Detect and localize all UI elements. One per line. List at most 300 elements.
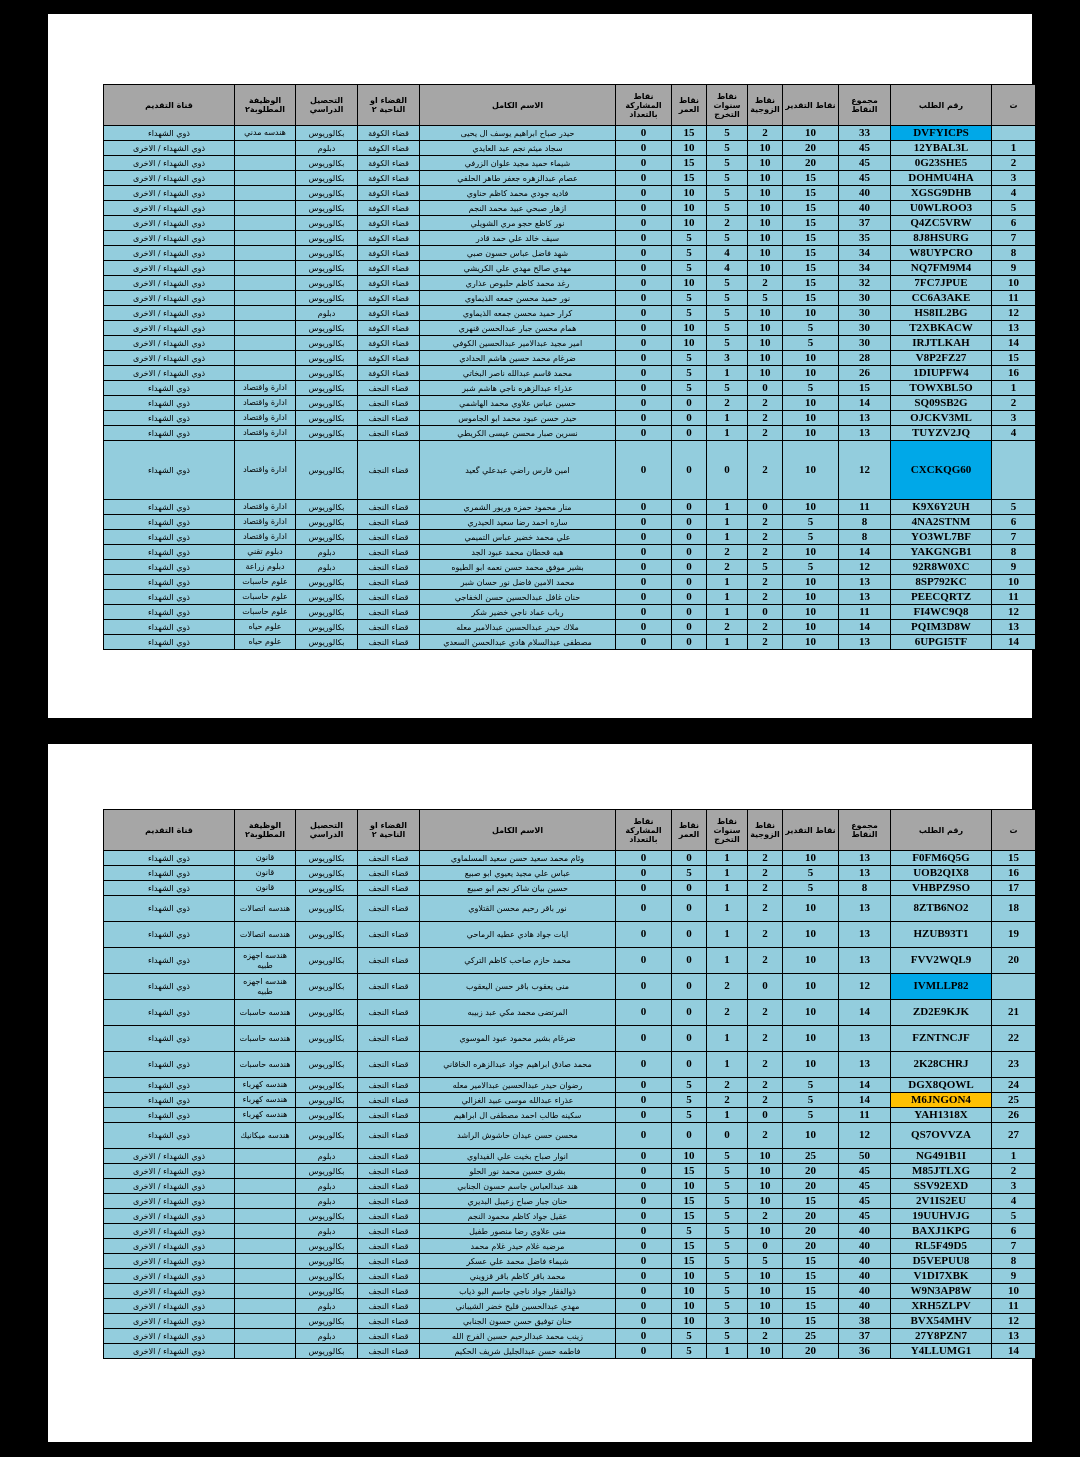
- application-number-cell: HZUB93T1: [891, 922, 992, 948]
- row-number-cell: 12: [992, 605, 1036, 620]
- table-row: [104, 141, 1036, 156]
- application-number-cell: SQ09SB2G: [891, 396, 992, 411]
- census-points-cell: 0: [616, 366, 672, 381]
- marital-points-cell: 10: [748, 306, 783, 321]
- education-cell: بكالوريوس: [296, 1284, 358, 1299]
- district-cell: قضاء النجف: [358, 426, 420, 441]
- grade-points-cell: 15: [783, 1299, 839, 1314]
- total-points-cell: 35: [839, 231, 891, 246]
- district-cell: قضاء الكوفة: [358, 231, 420, 246]
- total-points-cell: 30: [839, 321, 891, 336]
- grade-points-cell: 15: [783, 201, 839, 216]
- graduation-years-points-cell: 1: [707, 1344, 748, 1359]
- application-channel-cell: ذوي الشهداء: [104, 1123, 235, 1149]
- total-points-cell: 40: [839, 186, 891, 201]
- education-cell: بكالوريوس: [296, 1108, 358, 1123]
- district-cell: قضاء الكوفة: [358, 201, 420, 216]
- total-points-cell: 40: [839, 1284, 891, 1299]
- age-points-cell: 0: [672, 896, 707, 922]
- age-points-cell: 5: [672, 1108, 707, 1123]
- marital-points-cell: 2: [748, 1209, 783, 1224]
- application-channel-cell: ذوي الشهداء: [104, 1052, 235, 1078]
- job-cell: [235, 1239, 296, 1254]
- district-cell: قضاء النجف: [358, 381, 420, 396]
- header-total-points: مجموع النقاط: [839, 85, 891, 126]
- job-cell: [235, 231, 296, 246]
- graduation-years-points-cell: 3: [707, 1314, 748, 1329]
- graduation-years-points-cell: 5: [707, 1299, 748, 1314]
- header-total-points: مجموع النقاط: [839, 810, 891, 851]
- total-points-cell: 8: [839, 530, 891, 545]
- district-cell: قضاء النجف: [358, 881, 420, 896]
- application-channel-cell: ذوي الشهداء / الاخرى: [104, 1209, 235, 1224]
- full-name-cell: عذراء عبدالله موسى عبيد الغزالي: [420, 1093, 616, 1108]
- job-cell: قانون: [235, 881, 296, 896]
- marital-points-cell: 10: [748, 1269, 783, 1284]
- job-cell: [235, 261, 296, 276]
- grade-points-cell: 15: [783, 261, 839, 276]
- full-name-cell: نور باقر رحيم محسن القتلاوي: [420, 896, 616, 922]
- job-cell: ادارة واقتصاد: [235, 530, 296, 545]
- row-number-cell: 8: [992, 545, 1036, 560]
- header-row: [104, 810, 1036, 851]
- application-channel-cell: ذوي الشهداء / الاخرى: [104, 1284, 235, 1299]
- education-cell: بكالوريوس: [296, 396, 358, 411]
- age-points-cell: 0: [672, 560, 707, 575]
- census-points-cell: 0: [616, 276, 672, 291]
- marital-points-cell: 2: [748, 590, 783, 605]
- age-points-cell: 15: [672, 171, 707, 186]
- age-points-cell: 0: [672, 426, 707, 441]
- application-number-cell: U0WLROO3: [891, 201, 992, 216]
- total-points-cell: 13: [839, 590, 891, 605]
- job-cell: [235, 1314, 296, 1329]
- total-points-cell: 12: [839, 441, 891, 500]
- application-number-cell: CXCKQG60: [891, 441, 992, 500]
- education-cell: بكالوريوس: [296, 261, 358, 276]
- education-cell: بكالوريوس: [296, 1026, 358, 1052]
- education-cell: بكالوريوس: [296, 351, 358, 366]
- application-channel-cell: ذوي الشهداء: [104, 441, 235, 500]
- table-row: [104, 1224, 1036, 1239]
- district-cell: قضاء النجف: [358, 530, 420, 545]
- marital-points-cell: 2: [748, 922, 783, 948]
- full-name-cell: بشير موفق محمد حسن نعمه ابو الطيوه: [420, 560, 616, 575]
- header-graduation-years-points: نقاط سنوات التخرج: [707, 810, 748, 851]
- candidates-table-1: [103, 84, 1036, 650]
- job-cell: هندسه مدني: [235, 126, 296, 141]
- district-cell: قضاء النجف: [358, 1052, 420, 1078]
- census-points-cell: 0: [616, 896, 672, 922]
- marital-points-cell: 10: [748, 1344, 783, 1359]
- education-cell: بكالوريوس: [296, 1254, 358, 1269]
- header-application-channel: قناة التقديم: [104, 85, 235, 126]
- row-number-cell: 8: [992, 1254, 1036, 1269]
- education-cell: بكالوريوس: [296, 922, 358, 948]
- census-points-cell: 0: [616, 1284, 672, 1299]
- table-body: [104, 851, 1036, 1359]
- table-row: [104, 1299, 1036, 1314]
- job-cell: [235, 171, 296, 186]
- education-cell: بكالوريوس: [296, 1269, 358, 1284]
- job-cell: هندسه حاسبات: [235, 1000, 296, 1026]
- table-row: [104, 231, 1036, 246]
- census-points-cell: 0: [616, 1224, 672, 1239]
- full-name-cell: ازهار صبحي عبيد محمد النجم: [420, 201, 616, 216]
- grade-points-cell: 10: [783, 396, 839, 411]
- graduation-years-points-cell: 1: [707, 575, 748, 590]
- graduation-years-points-cell: 5: [707, 1149, 748, 1164]
- graduation-years-points-cell: 5: [707, 291, 748, 306]
- marital-points-cell: 10: [748, 261, 783, 276]
- job-cell: [235, 1344, 296, 1359]
- total-points-cell: 36: [839, 1344, 891, 1359]
- graduation-years-points-cell: 1: [707, 411, 748, 426]
- document-page-2: [48, 744, 1032, 1442]
- census-points-cell: 0: [616, 1108, 672, 1123]
- total-points-cell: 14: [839, 396, 891, 411]
- table-row: [104, 1078, 1036, 1093]
- census-points-cell: 0: [616, 881, 672, 896]
- total-points-cell: 45: [839, 1194, 891, 1209]
- table-row: [104, 1254, 1036, 1269]
- header-district: القضاء او الناحية ٢: [358, 85, 420, 126]
- marital-points-cell: 2: [748, 1052, 783, 1078]
- application-number-cell: M6JNGON4: [891, 1093, 992, 1108]
- marital-points-cell: 2: [748, 1093, 783, 1108]
- header-full-name: الاسم الكامل: [420, 85, 616, 126]
- job-cell: دبلوم زراعة: [235, 560, 296, 575]
- graduation-years-points-cell: 1: [707, 1108, 748, 1123]
- application-channel-cell: ذوي الشهداء / الاخرى: [104, 351, 235, 366]
- marital-points-cell: 2: [748, 575, 783, 590]
- graduation-years-points-cell: 2: [707, 1093, 748, 1108]
- table-row: [104, 201, 1036, 216]
- graduation-years-points-cell: 2: [707, 545, 748, 560]
- grade-points-cell: 20: [783, 1164, 839, 1179]
- census-points-cell: 0: [616, 851, 672, 866]
- marital-points-cell: 2: [748, 276, 783, 291]
- row-number-cell: 1: [992, 381, 1036, 396]
- full-name-cell: امير مجيد عبدالامير عبدالحسين الكوفي: [420, 336, 616, 351]
- application-number-cell: 27Y8PZN7: [891, 1329, 992, 1344]
- marital-points-cell: 2: [748, 1078, 783, 1093]
- district-cell: قضاء النجف: [358, 560, 420, 575]
- graduation-years-points-cell: 5: [707, 231, 748, 246]
- education-cell: بكالوريوس: [296, 1239, 358, 1254]
- header-census-points: نقاط المشاركة بالتعداد: [616, 810, 672, 851]
- application-channel-cell: ذوي الشهداء / الاخرى: [104, 366, 235, 381]
- application-channel-cell: ذوي الشهداء: [104, 881, 235, 896]
- census-points-cell: 0: [616, 530, 672, 545]
- census-points-cell: 0: [616, 156, 672, 171]
- total-points-cell: 40: [839, 1224, 891, 1239]
- total-points-cell: 15: [839, 381, 891, 396]
- full-name-cell: هبه قحطان محمد عبود الجد: [420, 545, 616, 560]
- job-cell: هندسه كهرباء: [235, 1093, 296, 1108]
- job-cell: ادارة واقتصاد: [235, 396, 296, 411]
- district-cell: قضاء الكوفة: [358, 351, 420, 366]
- census-points-cell: 0: [616, 590, 672, 605]
- total-points-cell: 37: [839, 216, 891, 231]
- full-name-cell: شيماء حميد مجيد علوان الزرفي: [420, 156, 616, 171]
- table-row: [104, 291, 1036, 306]
- education-cell: بكالوريوس: [296, 1164, 358, 1179]
- total-points-cell: 13: [839, 411, 891, 426]
- full-name-cell: ايات جواد هادي عطيه الرماحي: [420, 922, 616, 948]
- row-number-cell: 17: [992, 881, 1036, 896]
- job-cell: [235, 1164, 296, 1179]
- row-number-cell: 4: [992, 186, 1036, 201]
- marital-points-cell: 2: [748, 1329, 783, 1344]
- total-points-cell: 14: [839, 1000, 891, 1026]
- district-cell: قضاء النجف: [358, 974, 420, 1000]
- age-points-cell: 0: [672, 851, 707, 866]
- row-number-cell: 16: [992, 866, 1036, 881]
- row-number-cell: 1: [992, 1149, 1036, 1164]
- table-row: [104, 851, 1036, 866]
- marital-points-cell: 10: [748, 321, 783, 336]
- age-points-cell: 0: [672, 500, 707, 515]
- job-cell: [235, 1194, 296, 1209]
- education-cell: بكالوريوس: [296, 186, 358, 201]
- graduation-years-points-cell: 1: [707, 881, 748, 896]
- census-points-cell: 0: [616, 1209, 672, 1224]
- graduation-years-points-cell: 1: [707, 515, 748, 530]
- district-cell: قضاء النجف: [358, 1299, 420, 1314]
- job-cell: [235, 336, 296, 351]
- row-number-cell: 24: [992, 1078, 1036, 1093]
- district-cell: قضاء النجف: [358, 605, 420, 620]
- table-row: [104, 366, 1036, 381]
- table-row: [104, 306, 1036, 321]
- grade-points-cell: 5: [783, 321, 839, 336]
- total-points-cell: 11: [839, 1108, 891, 1123]
- row-number-cell: 14: [992, 1344, 1036, 1359]
- job-cell: هندسه اتصالات: [235, 896, 296, 922]
- graduation-years-points-cell: 4: [707, 261, 748, 276]
- district-cell: قضاء النجف: [358, 1239, 420, 1254]
- job-cell: هندسه كهرباء: [235, 1108, 296, 1123]
- age-points-cell: 0: [672, 411, 707, 426]
- age-points-cell: 0: [672, 530, 707, 545]
- header-application-number: رقم الطلب: [891, 85, 992, 126]
- total-points-cell: 13: [839, 575, 891, 590]
- application-channel-cell: ذوي الشهداء: [104, 1108, 235, 1123]
- census-points-cell: 0: [616, 575, 672, 590]
- grade-points-cell: 10: [783, 1026, 839, 1052]
- job-cell: [235, 246, 296, 261]
- row-number-cell: 7: [992, 231, 1036, 246]
- full-name-cell: منى يعقوب باقر حسن اليعقوب: [420, 974, 616, 1000]
- full-name-cell: عصام عبدالزهره جعفر طاهر الحلفي: [420, 171, 616, 186]
- application-channel-cell: ذوي الشهداء: [104, 515, 235, 530]
- district-cell: قضاء النجف: [358, 1209, 420, 1224]
- job-cell: علوم حاسبات: [235, 605, 296, 620]
- row-number-cell: 6: [992, 216, 1036, 231]
- district-cell: قضاء النجف: [358, 575, 420, 590]
- application-channel-cell: ذوي الشهداء: [104, 1026, 235, 1052]
- job-cell: [235, 1149, 296, 1164]
- application-channel-cell: ذوي الشهداء / الاخرى: [104, 1149, 235, 1164]
- grade-points-cell: 5: [783, 560, 839, 575]
- full-name-cell: هند عبدالعباس جاسم حسون الجنابي: [420, 1179, 616, 1194]
- grade-points-cell: 10: [783, 545, 839, 560]
- marital-points-cell: 10: [748, 186, 783, 201]
- application-number-cell: YO3WL7BF: [891, 530, 992, 545]
- application-number-cell: IRJTLKAH: [891, 336, 992, 351]
- application-number-cell: Y4LLUMG1: [891, 1344, 992, 1359]
- district-cell: قضاء النجف: [358, 1123, 420, 1149]
- application-number-cell: YAKGNGB1: [891, 545, 992, 560]
- grade-points-cell: 10: [783, 426, 839, 441]
- graduation-years-points-cell: 1: [707, 1052, 748, 1078]
- graduation-years-points-cell: 5: [707, 1254, 748, 1269]
- total-points-cell: 40: [839, 1239, 891, 1254]
- table-row: [104, 1329, 1036, 1344]
- district-cell: قضاء الكوفة: [358, 321, 420, 336]
- job-cell: [235, 291, 296, 306]
- job-cell: علوم حياه: [235, 620, 296, 635]
- total-points-cell: 14: [839, 1078, 891, 1093]
- application-number-cell: W9N3AP8W: [891, 1284, 992, 1299]
- marital-points-cell: 0: [748, 974, 783, 1000]
- age-points-cell: 10: [672, 141, 707, 156]
- application-channel-cell: ذوي الشهداء: [104, 381, 235, 396]
- age-points-cell: 10: [672, 276, 707, 291]
- table-row: [104, 1314, 1036, 1329]
- full-name-cell: همام محسن جبار عبدالحسن قنهري: [420, 321, 616, 336]
- grade-points-cell: 10: [783, 974, 839, 1000]
- age-points-cell: 0: [672, 635, 707, 650]
- grade-points-cell: 5: [783, 1078, 839, 1093]
- job-cell: [235, 1269, 296, 1284]
- application-channel-cell: ذوي الشهداء: [104, 530, 235, 545]
- row-number-cell: 2: [992, 1164, 1036, 1179]
- job-cell: [235, 351, 296, 366]
- job-cell: علوم حاسبات: [235, 590, 296, 605]
- marital-points-cell: 2: [748, 1026, 783, 1052]
- education-cell: دبلوم: [296, 560, 358, 575]
- census-points-cell: 0: [616, 1123, 672, 1149]
- grade-points-cell: 10: [783, 635, 839, 650]
- census-points-cell: 0: [616, 1254, 672, 1269]
- graduation-years-points-cell: 4: [707, 246, 748, 261]
- census-points-cell: 0: [616, 141, 672, 156]
- grade-points-cell: 10: [783, 620, 839, 635]
- district-cell: قضاء النجف: [358, 620, 420, 635]
- full-name-cell: حسين بيان شاكر نجم ابو صبيع: [420, 881, 616, 896]
- row-number-cell: 15: [992, 351, 1036, 366]
- grade-points-cell: 10: [783, 1052, 839, 1078]
- row-number-cell: 10: [992, 575, 1036, 590]
- document-page-1: [48, 14, 1032, 718]
- full-name-cell: فاديه جودي محمد كاظم حناوي: [420, 186, 616, 201]
- age-points-cell: 0: [672, 515, 707, 530]
- table-row: [104, 1269, 1036, 1284]
- row-number-cell: 11: [992, 1299, 1036, 1314]
- education-cell: بكالوريوس: [296, 1209, 358, 1224]
- education-cell: بكالوريوس: [296, 530, 358, 545]
- job-cell: ادارة واقتصاد: [235, 515, 296, 530]
- full-name-cell: عذراء عبدالزهره ناجي هاشم شبر: [420, 381, 616, 396]
- row-number-cell: 10: [992, 1284, 1036, 1299]
- application-number-cell: DGX8QOWL: [891, 1078, 992, 1093]
- total-points-cell: 8: [839, 881, 891, 896]
- table-row: [104, 1164, 1036, 1179]
- census-points-cell: 0: [616, 922, 672, 948]
- header-application-number: رقم الطلب: [891, 810, 992, 851]
- application-number-cell: YAH1318X: [891, 1108, 992, 1123]
- application-number-cell: XRH5ZLPV: [891, 1299, 992, 1314]
- table-row: [104, 530, 1036, 545]
- grade-points-cell: 10: [783, 500, 839, 515]
- full-name-cell: ذوالفقار جواد ناجي جاسم البو ذياب: [420, 1284, 616, 1299]
- graduation-years-points-cell: 1: [707, 500, 748, 515]
- census-points-cell: 0: [616, 1164, 672, 1179]
- table-row: [104, 1026, 1036, 1052]
- application-channel-cell: ذوي الشهداء: [104, 974, 235, 1000]
- education-cell: بكالوريوس: [296, 231, 358, 246]
- full-name-cell: المرتضى محمد مكي عبد زبيبه: [420, 1000, 616, 1026]
- application-number-cell: Q4ZC5VRW: [891, 216, 992, 231]
- row-number-cell: 6: [992, 515, 1036, 530]
- full-name-cell: محمد باقر كاظم باقر قزويني: [420, 1269, 616, 1284]
- graduation-years-points-cell: 1: [707, 922, 748, 948]
- application-channel-cell: ذوي الشهداء / الاخرى: [104, 336, 235, 351]
- job-cell: هندسه اجهزه طبيه: [235, 948, 296, 974]
- district-cell: قضاء النجف: [358, 1329, 420, 1344]
- table-row: [104, 922, 1036, 948]
- graduation-years-points-cell: 5: [707, 126, 748, 141]
- age-points-cell: 10: [672, 321, 707, 336]
- age-points-cell: 0: [672, 948, 707, 974]
- total-points-cell: 40: [839, 201, 891, 216]
- full-name-cell: ضرغام بشير محمود عبود الموسوي: [420, 1026, 616, 1052]
- application-channel-cell: ذوي الشهداء: [104, 426, 235, 441]
- application-channel-cell: ذوي الشهداء: [104, 948, 235, 974]
- grade-points-cell: 5: [783, 881, 839, 896]
- census-points-cell: 0: [616, 336, 672, 351]
- marital-points-cell: 10: [748, 246, 783, 261]
- marital-points-cell: 2: [748, 426, 783, 441]
- application-number-cell: F0FM6Q5G: [891, 851, 992, 866]
- graduation-years-points-cell: 2: [707, 620, 748, 635]
- row-number-cell: 4: [992, 1194, 1036, 1209]
- application-number-cell: PQIM3D8W: [891, 620, 992, 635]
- table-row: [104, 441, 1036, 500]
- header-row-number: ت: [992, 85, 1036, 126]
- table-row: [104, 1344, 1036, 1359]
- full-name-cell: نور كاظع حجو مري الشويلي: [420, 216, 616, 231]
- age-points-cell: 10: [672, 1314, 707, 1329]
- education-cell: دبلوم: [296, 1224, 358, 1239]
- marital-points-cell: 10: [748, 1299, 783, 1314]
- district-cell: قضاء النجف: [358, 1179, 420, 1194]
- row-number-cell: 3: [992, 411, 1036, 426]
- census-points-cell: 0: [616, 605, 672, 620]
- full-name-cell: رباب عماد ناجي خضير شكر: [420, 605, 616, 620]
- application-channel-cell: ذوي الشهداء: [104, 1000, 235, 1026]
- education-cell: بكالوريوس: [296, 126, 358, 141]
- district-cell: قضاء الكوفة: [358, 306, 420, 321]
- marital-points-cell: 2: [748, 851, 783, 866]
- total-points-cell: 13: [839, 948, 891, 974]
- age-points-cell: 5: [672, 1344, 707, 1359]
- marital-points-cell: 0: [748, 381, 783, 396]
- graduation-years-points-cell: 1: [707, 1026, 748, 1052]
- full-name-cell: منى علاوي رضا منصور طفيل: [420, 1224, 616, 1239]
